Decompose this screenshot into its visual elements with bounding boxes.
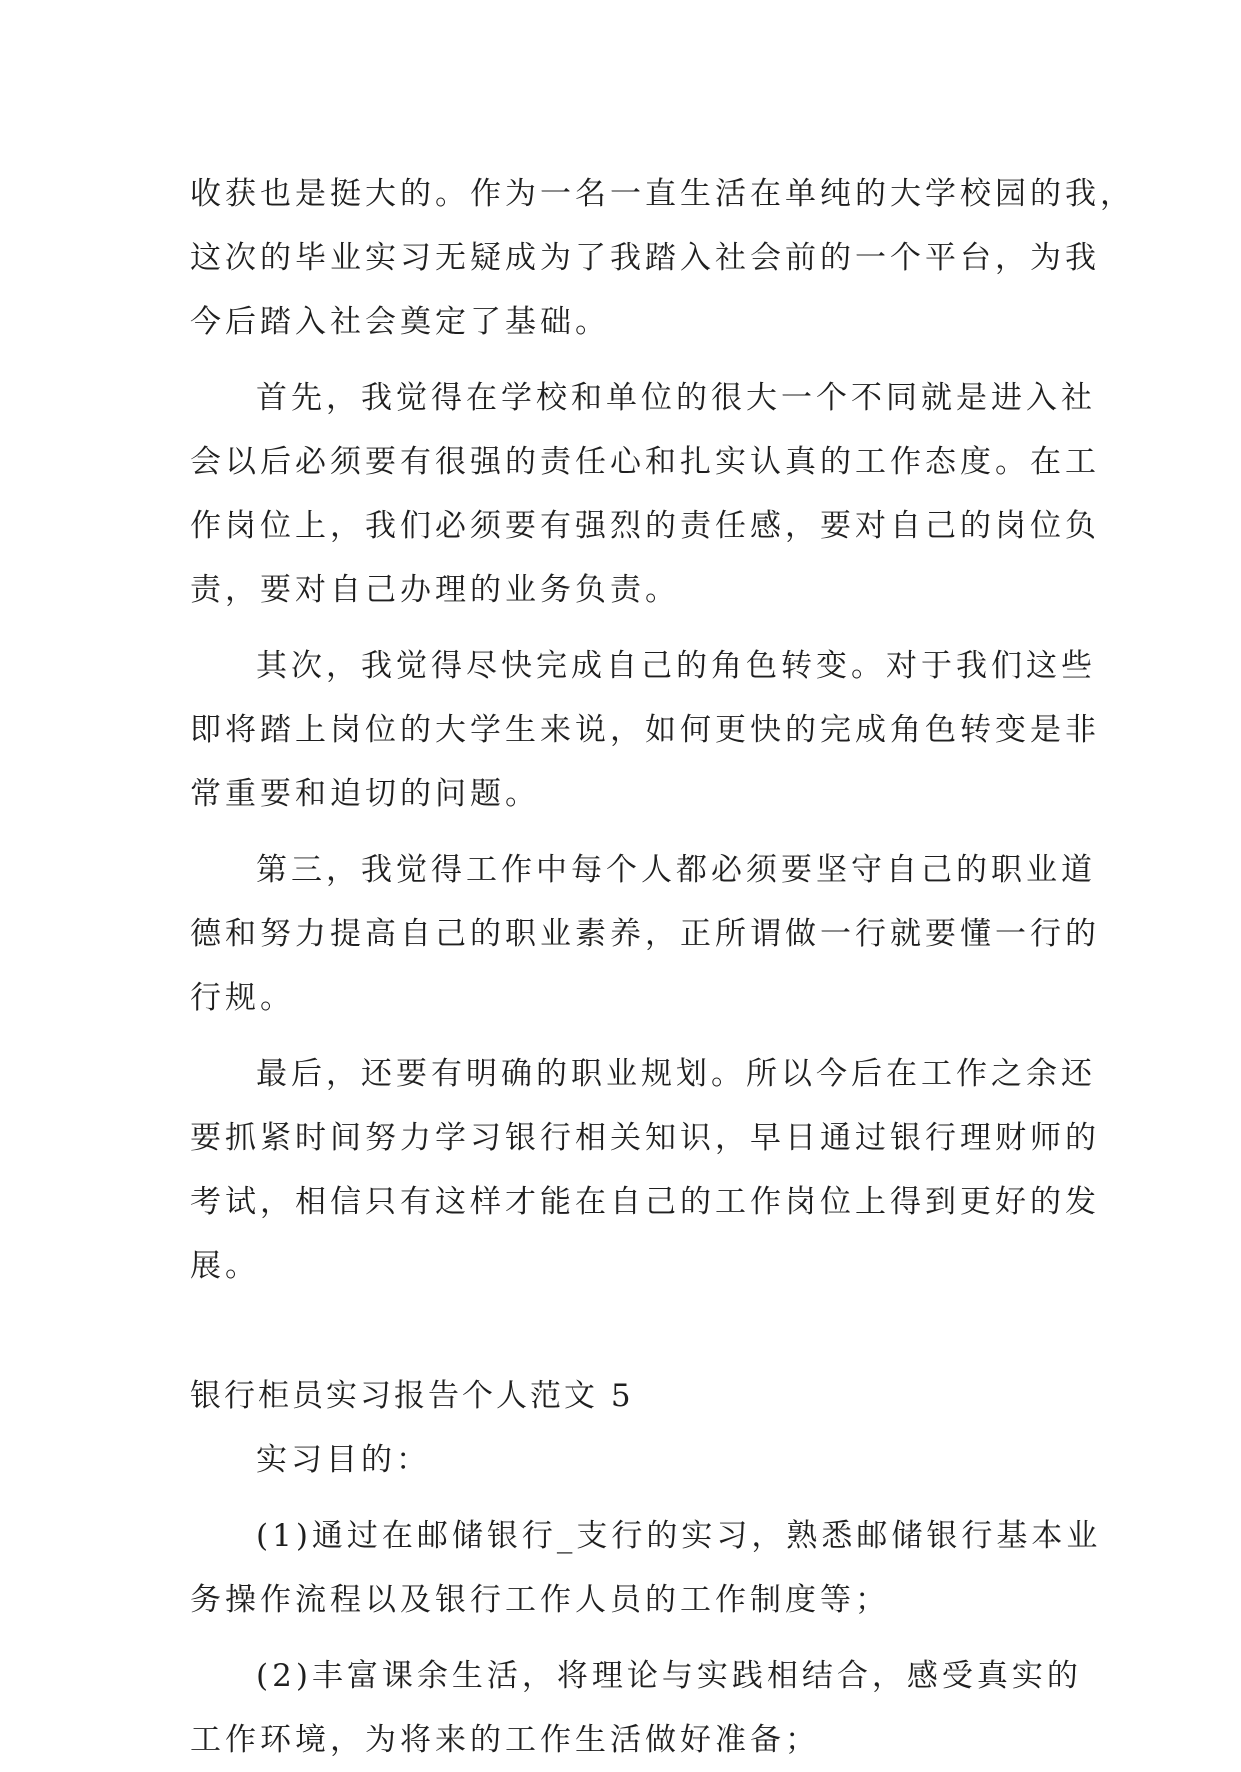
text-line: 即将踏上岗位的大学生来说，如何更快的完成角色转变是非 (190, 712, 1100, 748)
section-heading: 银行柜员实习报告个人范文 5 (190, 1378, 634, 1414)
text-line: 会以后必须要有很强的责任心和扎实认真的工作态度。在工 (190, 444, 1100, 480)
text-line: 收获也是挺大的。作为一名一直生活在单纯的大学校园的我， (190, 176, 1135, 212)
document-body (190, 162, 1135, 1772)
text-line: 工作环境，为将来的工作生活做好准备； (190, 1722, 820, 1758)
text-line: 常重要和迫切的问题。 (190, 776, 540, 812)
text-line: 今后踏入社会奠定了基础。 (190, 304, 610, 340)
text-line: 要抓紧时间努力学习银行相关知识，早日通过银行理财师的 (190, 1120, 1100, 1156)
text-line: 首先，我觉得在学校和单位的很大一个不同就是进入社 (256, 380, 1096, 416)
text-line: 作岗位上，我们必须要有强烈的责任感，要对自己的岗位负 (190, 508, 1100, 544)
text-line: 这次的毕业实习无疑成为了我踏入社会前的一个平台，为我 (190, 240, 1100, 276)
paragraph (190, 634, 1100, 826)
paragraph (190, 1042, 1100, 1298)
text-line: 行规。 (190, 980, 295, 1016)
text-line: 务操作流程以及银行工作人员的工作制度等； (190, 1582, 890, 1618)
text-line: 第三，我觉得工作中每个人都必须要坚守自己的职业道 (256, 852, 1096, 888)
paragraph (190, 366, 1100, 622)
text-line: 德和努力提高自己的职业素养，正所谓做一行就要懂一行的 (190, 916, 1100, 952)
text-line: 考试，相信只有这样才能在自己的工作岗位上得到更好的发 (190, 1184, 1100, 1220)
text-line: (1)通过在邮储银行_支行的实习，熟悉邮储银行基本业 (256, 1518, 1102, 1554)
paragraph (190, 162, 1135, 354)
paragraph (190, 1644, 1090, 1772)
text-line: 实习目的： (256, 1442, 431, 1478)
text-line: 展。 (190, 1248, 260, 1284)
text-line: (2)丰富课余生活，将理论与实践相结合，感受真实的 (256, 1658, 1082, 1694)
paragraph (190, 1428, 1090, 1492)
text-line: 责，要对自己办理的业务负责。 (190, 572, 680, 608)
text-line: 其次，我觉得尽快完成自己的角色转变。对于我们这些 (256, 648, 1096, 684)
paragraph (190, 838, 1100, 1030)
text-line: 最后，还要有明确的职业规划。所以今后在工作之余还 (256, 1056, 1096, 1092)
paragraph (190, 1504, 1102, 1632)
